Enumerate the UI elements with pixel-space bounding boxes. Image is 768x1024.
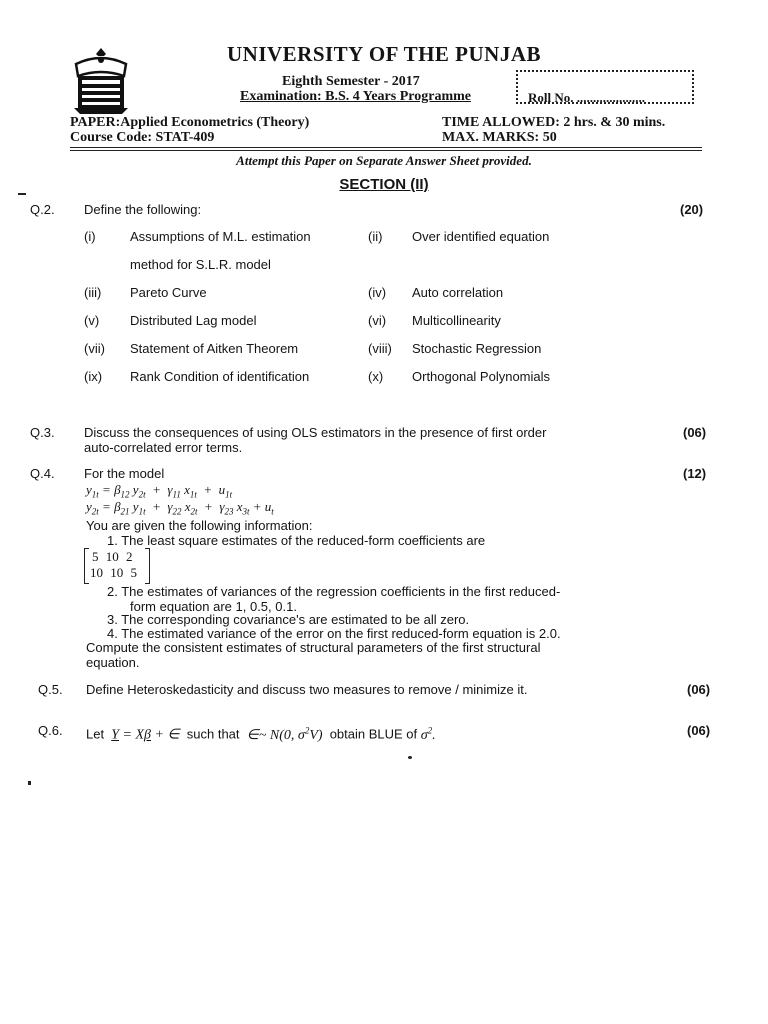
question-number: Q.3. [30,425,55,440]
item-label: Auto correlation [412,285,504,300]
examination-label: Examination: B.S. 4 Years Programme [240,89,471,104]
section-title: SECTION (II) [339,176,429,193]
item-number: (vi) [368,313,387,328]
item-label: method for S.L.R. model [130,257,271,272]
max-marks: MAX. MARKS: 50 [442,130,557,145]
item-label: Distributed Lag model [130,313,257,328]
header-divider [70,147,702,148]
item-number: (x) [368,369,384,384]
question-text: Define Heteroskedasticity and discuss two measures to remove / minimize it. [86,682,528,697]
question-text-part: such that [186,726,240,742]
question-number: Q.2. [30,202,55,217]
matrix-row: 10 10 5 [90,565,137,580]
item-label: Multicollinearity [412,313,501,328]
coefficient-matrix [84,548,150,582]
question-text: equation. [86,655,140,670]
question-number: Q.6. [38,723,63,738]
distribution-expression: ∈~ N(0, $\sigma^2V$) [243,725,327,743]
question-text-part: Let [86,726,105,742]
item-label: Stochastic Regression [412,341,542,356]
item-label: Rank Condition of identification [130,369,310,384]
item-number: (v) [84,313,100,328]
item-label: Over identified equation [412,229,550,244]
question-marks: (06) [683,425,707,440]
item-number: (iv) [368,285,387,300]
question-marks: (06) [687,682,711,697]
question-text: Compute the consistent estimates of structural parameters of the first structural [86,640,541,655]
model-expression: Y = Xβ + ∈ [111,727,184,743]
question-text: Define the following: [84,202,202,217]
item-label: Orthogonal Polynomials [412,369,551,384]
roll-number-label: Roll No. ..................... [528,90,645,105]
question-number: Q.4. [30,466,55,481]
university-name: UNIVERSITY OF THE PUNJAB [226,42,542,66]
item-label: Statement of Aitken Theorem [130,341,299,356]
course-code: Course Code: STAT-409 [70,130,215,145]
model-equation-1: $y_{1t} = \beta_{12}$ $y_{2t} + \gamma_{11}$ $x_{1t} + u_{1t}$ [86,482,233,500]
paper-title: PAPER:Applied Econometrics (Theory) [70,115,310,130]
question-text: For the model [84,466,165,481]
info-point: 2. The estimates of variances of the regression coefficients in the first reduced- [107,584,561,599]
question-marks: (06) [687,723,711,738]
question-marks: (12) [683,466,707,481]
instruction-text: Attempt this Paper on Separate Answer Sheet provided. [236,153,532,168]
semester-label: Eighth Semester - 2017 [282,74,420,89]
info-point: 1. The least square estimates of the reduced-form coefficients are [107,533,486,548]
matrix-row: 5 10 2 [92,549,133,564]
header-divider [70,150,702,151]
info-point: 3. The corresponding covariance's are estimated to be all zero. [107,612,470,627]
scan-speck [408,756,412,759]
question-text: auto-correlated error terms. [84,440,243,455]
item-number: (ix) [84,369,103,384]
variance-symbol: $\sigma^2$. [420,725,436,743]
item-number: (iii) [84,285,102,300]
question-text: Discuss the consequences of using OLS estimators in the presence of first order [84,425,547,440]
item-label: Pareto Curve [130,285,207,300]
question-text-part: obtain BLUE of [329,726,418,742]
scan-speck [18,193,26,195]
item-number: (vii) [84,341,105,356]
scan-speck [28,781,31,785]
info-point: 4. The estimated variance of the error on the first reduced-form equation is 2.0. [107,626,561,641]
item-label: Assumptions of M.L. estimation [130,229,311,244]
question-marks: (20) [680,202,704,217]
item-number: (ii) [368,229,383,244]
question-number: Q.5. [38,682,63,697]
question-text [86,725,436,744]
item-number: (viii) [368,341,392,356]
item-number: (i) [84,229,96,244]
info-point: form equation are 1, 0.5, 0.1. [130,599,297,614]
question-text: You are given the following information: [86,518,313,533]
time-allowed: TIME ALLOWED: 2 hrs. & 30 mins. [442,115,666,130]
model-equation-2: $y_{2t} = \beta_{21}$ $y_{1t} + \gamma_{22}$ $x_{2t} + \gamma_{23}$ $x_{3t} + u_t$ [86,499,274,517]
